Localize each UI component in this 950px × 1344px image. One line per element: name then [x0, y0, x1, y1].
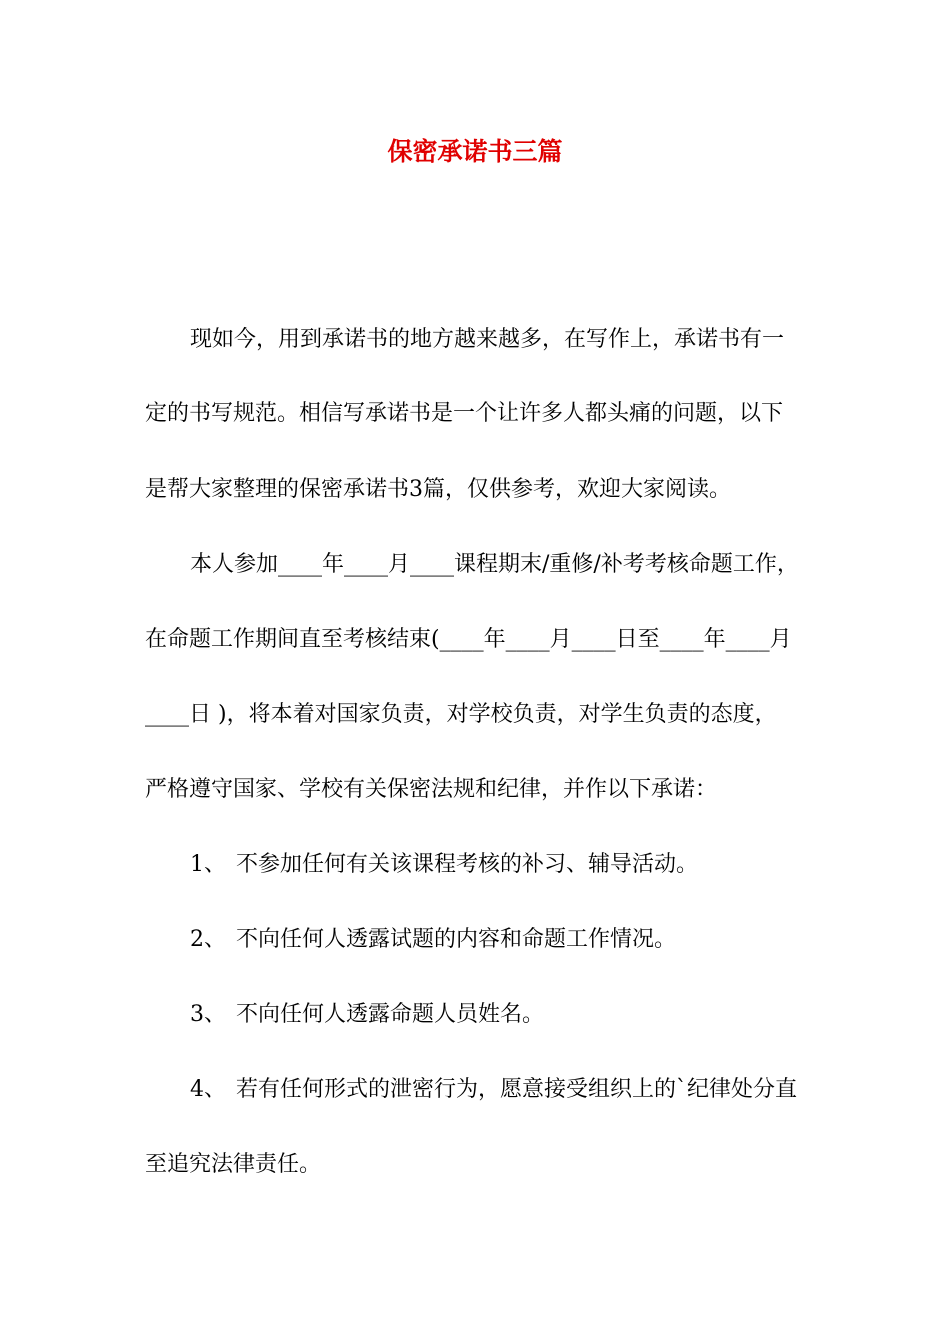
paragraph-line: 是帮大家整理的保密承诺书3篇，仅供参考，欢迎大家阅读。 [145, 477, 731, 502]
list-item-number: 4、 [190, 1077, 226, 1102]
list-item [190, 849, 870, 881]
paragraph-line: 在命题工作期间直至考核结束(____年____月____日至____年____月 [145, 627, 792, 652]
list-item [190, 924, 870, 956]
list-item-text: 若有任何形式的泄密行为，愿意接受组织上的`纪律处分直 [236, 1077, 798, 1102]
paragraph-line: 严格遵守国家、学校有关保密法规和纪律，并作以下承诺： [145, 777, 718, 802]
list-item [190, 999, 870, 1031]
paragraph-line: 本人参加____年____月____课程期末/重修/补考考核命题工作， [190, 552, 799, 577]
document-title: 保密承诺书三篇 [387, 137, 563, 166]
list-item-number: 1、 [190, 852, 226, 877]
paragraph-line: ____日 )，将本着对国家负责，对学校负责，对学生负责的态度， [145, 702, 777, 727]
list-item-text: 不向任何人透露命题人员姓名。 [236, 1002, 545, 1027]
list-item-text: 不向任何人透露试题的内容和命题工作情况。 [236, 927, 677, 952]
list-item [190, 1074, 870, 1106]
list-item-text: 不参加任何有关该课程考核的补习、辅导活动。 [236, 852, 699, 877]
list-item-number: 2、 [190, 927, 226, 952]
paragraph-line: 定的书写规范。相信写承诺书是一个让许多人都头痛的问题，以下 [145, 401, 784, 426]
list-item-number: 3、 [190, 1002, 226, 1027]
paragraph-line: 现如今，用到承诺书的地方越来越多，在写作上，承诺书有一 [190, 327, 785, 352]
paragraph-line: 至追究法律责任。 [145, 1152, 322, 1177]
